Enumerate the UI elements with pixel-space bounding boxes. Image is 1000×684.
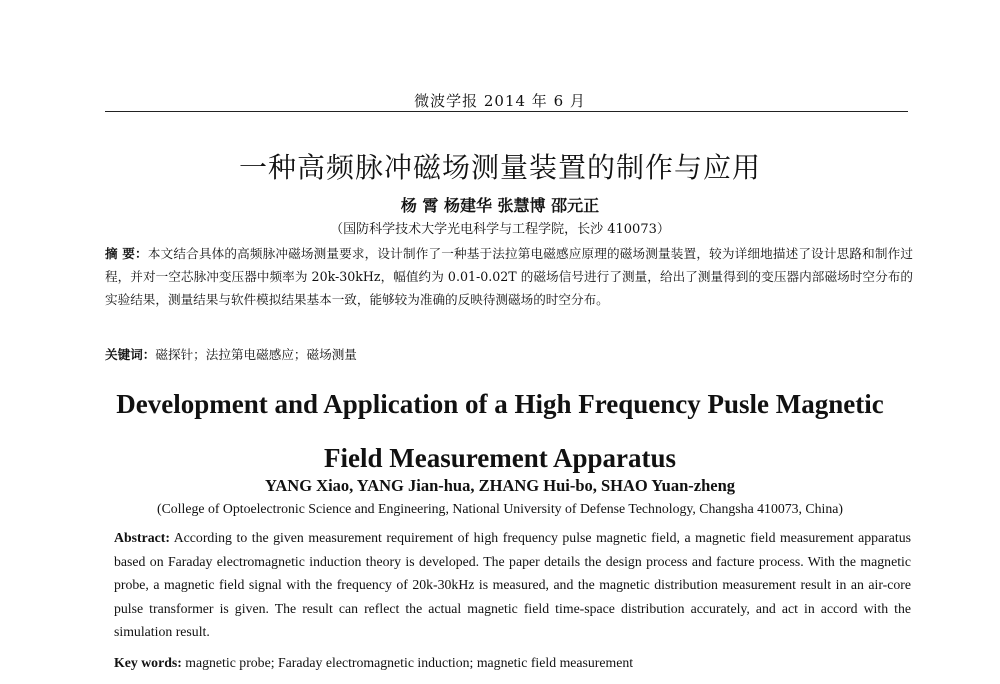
english-keywords-text: magnetic probe; Faraday electromagnetic induction; magnetic field measurement: [181, 655, 634, 670]
english-title: [0, 377, 1000, 485]
english-keywords-label: Key words:: [114, 655, 182, 670]
english-title-line1: Development and Application of a High Frequency Pusle Magnetic: [116, 389, 884, 419]
chinese-keywords-label: 关键词：: [105, 347, 156, 362]
english-abstract: [114, 526, 911, 644]
chinese-authors: 杨 霄 杨建华 张慧博 邵元正: [400, 196, 600, 215]
chinese-abstract: [105, 242, 913, 311]
chinese-title: 一种高频脉冲磁场测量装置的制作与应用: [238, 151, 761, 184]
chinese-keywords: [105, 344, 913, 363]
header-rule: [105, 111, 908, 112]
english-title-line2: Field Measurement Apparatus: [324, 443, 676, 473]
english-abstract-label: Abstract:: [114, 530, 170, 545]
english-authors: YANG Xiao, YANG Jian-hua, ZHANG Hui-bo, SHAO Yuan-zheng: [264, 476, 736, 495]
english-abstract-text: According to the given measurement requirement of high frequency pulse magnetic field, a magnetic field measurement apparatus based on Faraday electromagnetic induction theory is developed. The paper details the design process and facture process. With the magnetic probe, a magnetic field signal with the frequency of 20k-30kHz is measured, and the magnetic distribution measurement result in an air-core pulse transformer is given. The result can reflect the actual magnetic field time-space distribution accurately, and act in accord with the simulation result.: [114, 530, 911, 639]
chinese-affiliation: （国防科学技术大学光电科学与工程学院，长沙 410073）: [330, 222, 670, 237]
chinese-abstract-label: 摘 要：: [105, 246, 148, 261]
chinese-keywords-text: 磁探针；法拉第电磁感应；磁场测量: [155, 347, 357, 362]
journal-header: 微波学报 2014 年 6 月: [414, 92, 586, 110]
english-keywords: [114, 655, 911, 671]
english-affiliation: (College of Optoelectronic Science and Engineering, National University of Defense Technology, Changsha 410073, China): [156, 501, 843, 516]
chinese-abstract-text: 本文结合具体的高频脉冲磁场测量要求，设计制作了一种基于法拉第电磁感应原理的磁场测量装置，较为详细地描述了设计思路和制作过程，并对一空芯脉冲变压器中频率为 20k-30kHz，幅值约为 0.01-0.02T 的磁场信号进行了测量，给出了测量得到的变压器内部磁场时空分布的实验结果，测量结果与软件模拟结果基本一致，能够较为准确的反映待测磁场的时空分布。: [105, 246, 914, 307]
